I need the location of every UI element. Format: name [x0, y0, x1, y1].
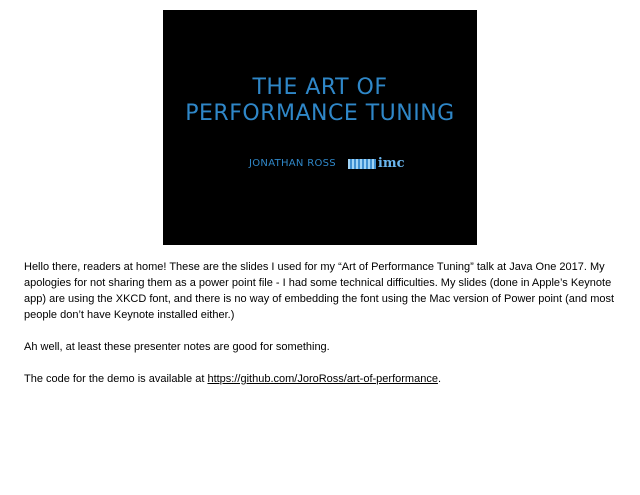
notes-paragraph-2: Ah well, at least these presenter notes are good for something. [24, 341, 330, 353]
author-name: JONATHAN ROSS [249, 158, 336, 169]
logo-pattern-icon [348, 159, 376, 169]
notes-paragraph-1: Hello there, readers at home! These are the slides I used for my “Art of Performance Tuning” talk at Java One 2017. My apologies for not sharing them as a power point file - I had some technical difficulties. My slides (done in Apple’s Keynote app) are using the XKCD font, and there is no way of embedding the font using the Mac version of Power point (and most people don’t have Keynote installed either.) [24, 261, 615, 321]
slide-title-line-2: PERFORMANCE TUNING [185, 101, 455, 126]
notes-paragraph-3-suffix: . [437, 373, 441, 385]
presenter-notes [24, 259, 620, 403]
slide-preview [163, 10, 477, 245]
imc-logo [348, 156, 405, 171]
logo-text: imc [377, 156, 405, 171]
slide-title [163, 75, 477, 127]
slide-title-line-1: THE ART OF [252, 75, 388, 100]
demo-code-link[interactable]: https://github.com/JoroRoss/art-of-performance [207, 373, 438, 385]
author-row [249, 156, 405, 171]
notes-paragraph-3-prefix: The code for the demo is available at [24, 373, 208, 385]
notes-paragraph-3 [24, 371, 620, 387]
